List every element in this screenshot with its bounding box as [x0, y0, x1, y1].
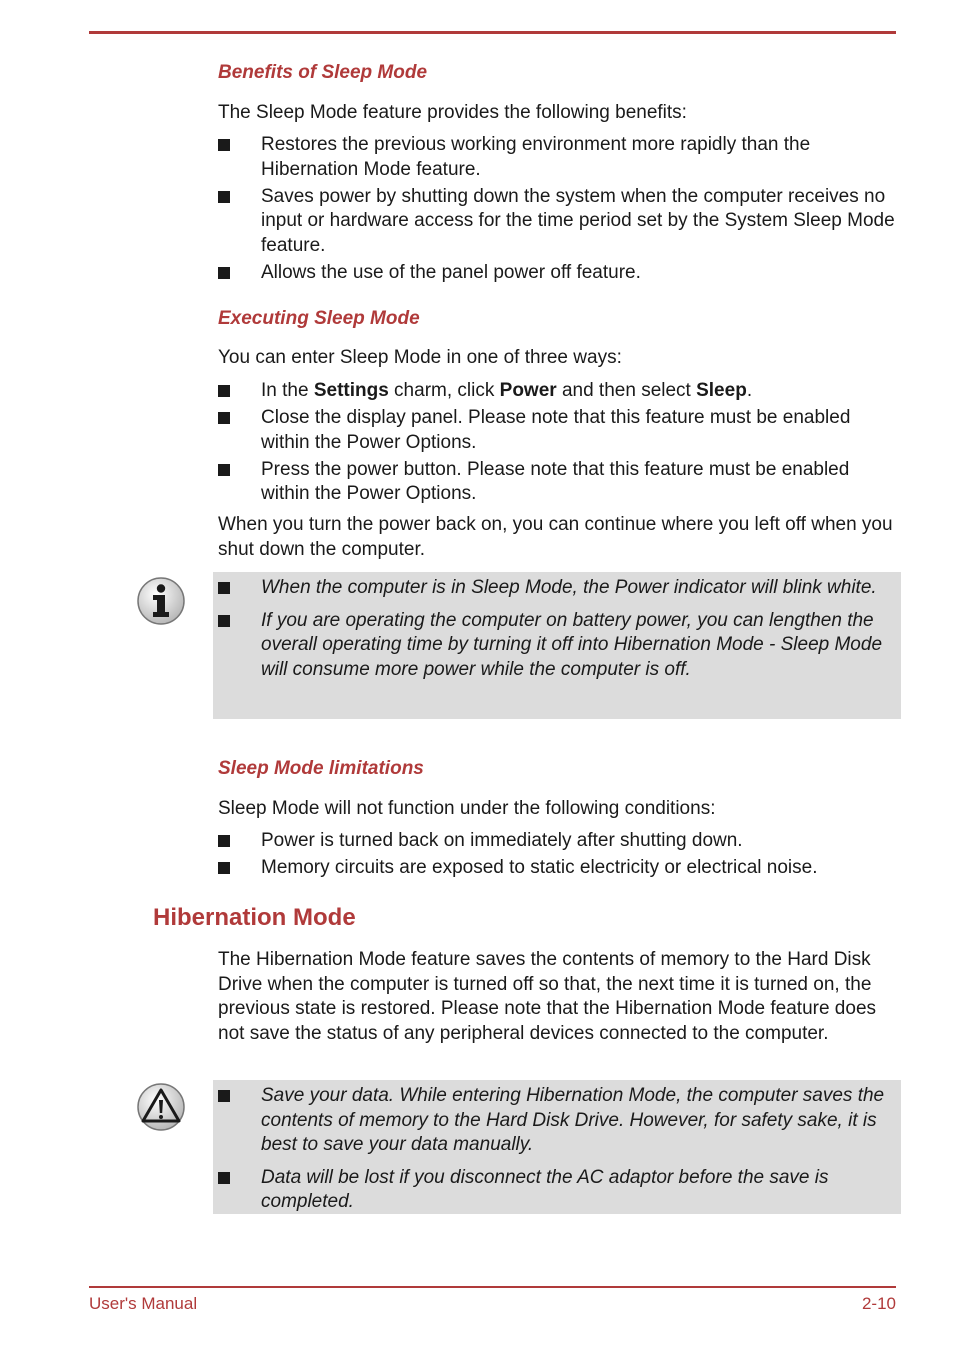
sleep-term: Sleep: [696, 380, 747, 401]
list-item: Restores the previous working environment more rapidly than the Hibernation Mode feature.: [218, 133, 898, 182]
footer-page-number: 2-10: [861, 1294, 896, 1313]
hibernation-heading: Hibernation Mode: [153, 904, 356, 931]
list-item: Power is turned back on immediately after shutting down.: [218, 829, 898, 854]
footer-rule: [89, 1286, 896, 1288]
executing-outro: When you turn the power back on, you can continue where you left off when you shut down the computer.: [218, 514, 893, 560]
list-item: Close the display panel. Please note that this feature must be enabled within the Power Options.: [218, 406, 898, 455]
caution-note: [213, 1080, 901, 1214]
info-icon: [136, 576, 186, 626]
info-note: [213, 572, 901, 719]
benefits-list: [218, 133, 898, 288]
caution-note-list: [213, 1080, 901, 1215]
list-item: Allows the use of the panel power off feature.: [218, 261, 898, 286]
settings-term: Settings: [313, 380, 389, 401]
executing-heading: Executing Sleep Mode: [218, 308, 420, 329]
limitations-heading: Sleep Mode limitations: [218, 758, 424, 779]
limitations-intro: Sleep Mode will not function under the following conditions:: [218, 798, 716, 819]
list-item: Press the power button. Please note that this feature must be enabled within the Power Options.: [218, 458, 898, 507]
list-item: Save your data. While entering Hibernation Mode, the computer saves the contents of memory to the Hard Disk Drive. However, for safety sake, it is best to save your data manually.: [218, 1084, 893, 1158]
list-item: If you are operating the computer on battery power, you can lengthen the overall operating time by turning it off into Hibernation Mode - Sleep Mode will consume more power while the computer is off.: [218, 609, 893, 683]
footer-manual-title: User's Manual: [89, 1294, 198, 1313]
limitations-list: [218, 829, 898, 883]
power-term: Power: [499, 380, 557, 401]
benefits-heading: Benefits of Sleep Mode: [218, 62, 428, 83]
list-item: Memory circuits are exposed to static electricity or electrical noise.: [218, 856, 898, 881]
warning-icon: [136, 1082, 186, 1132]
list-item: Saves power by shutting down the system when the computer receives no input or hardware access for the time period set by the System Sleep Mode feature.: [218, 185, 898, 259]
header-rule: [89, 31, 896, 34]
executing-intro: You can enter Sleep Mode in one of three ways:: [218, 347, 622, 368]
list-item: Data will be lost if you disconnect the AC adaptor before the save is completed.: [218, 1166, 893, 1215]
list-item: When the computer is in Sleep Mode, the Power indicator will blink white.: [218, 576, 893, 601]
info-note-list: [213, 572, 901, 682]
hibernation-body: The Hibernation Mode feature saves the contents of memory to the Hard Disk Drive when the computer is turned off so that, the next time it is turned on, the previous state is restored. Please note that the Hibernation Mode feature does not save the status of any peripheral devices connected to the computer.: [218, 949, 877, 1044]
executing-list: [218, 379, 898, 509]
list-item: In the Settings charm, click Power and then select Sleep.: [218, 379, 898, 404]
benefits-intro: The Sleep Mode feature provides the following benefits:: [218, 102, 687, 123]
